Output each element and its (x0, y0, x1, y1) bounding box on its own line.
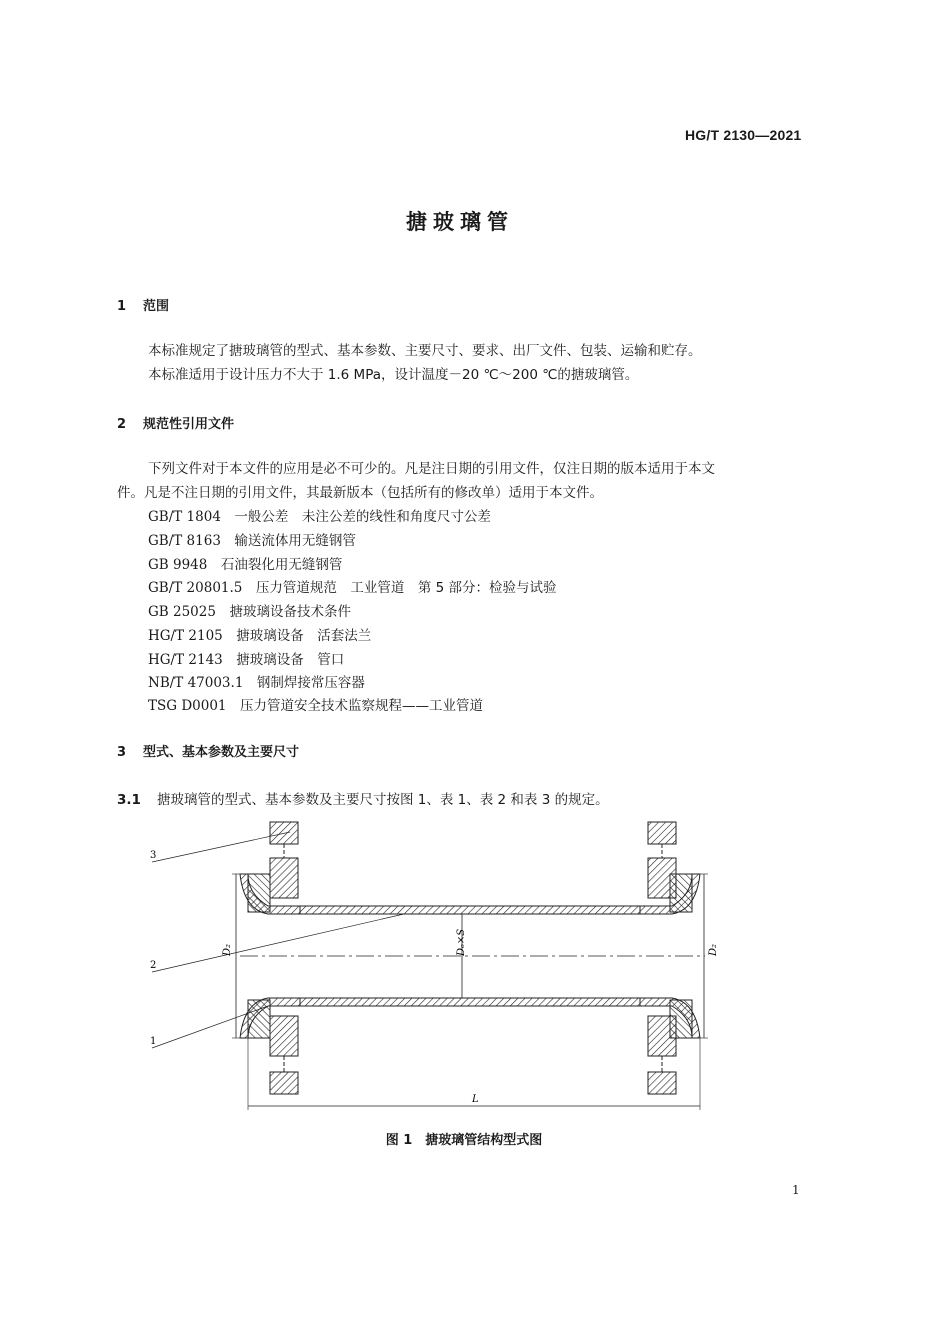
reference-item (148, 529, 356, 549)
callout-2 (150, 914, 404, 972)
reference-code: GB/T 20801.5 (148, 580, 243, 596)
page-number: 1 (792, 1183, 800, 1197)
dimension-d2-right (692, 874, 719, 1038)
callout-label: 1 (150, 1036, 157, 1047)
pipe-wall-bottom (240, 998, 700, 1038)
figure-glass-lined-pipe (140, 810, 740, 1125)
paragraph: 件。凡是不注日期的引用文件，其最新版本（包括所有的修改单）适用于本文件。 (117, 485, 603, 501)
reference-title: 钢制焊接常压容器 (256, 675, 365, 691)
section-number: 1 (117, 299, 127, 314)
figure-caption-number: 图 1 (385, 1133, 413, 1148)
reference-title: 搪玻璃设备 管口 (236, 652, 345, 668)
section-title: 规范性引用文件 (143, 417, 235, 432)
dimension-label-length: L (472, 1094, 479, 1105)
callout-label: 3 (150, 850, 157, 861)
pipe-wall-top (240, 854, 700, 914)
reference-item (148, 505, 491, 525)
dimension-do-s (456, 914, 467, 998)
figure-caption (0, 1129, 928, 1148)
section-title: 范围 (143, 299, 170, 314)
dimension-label-d2-right: D₂ (708, 943, 719, 956)
reference-title: 石油裂化用无缝钢管 (220, 557, 343, 573)
subsection-number: 3.1 (117, 792, 141, 808)
dimension-length (248, 1038, 700, 1110)
reference-code: GB 9948 (148, 557, 208, 573)
reference-code: TSG D0001 (148, 698, 227, 714)
dimension-label-do-s: Dₒ×S (456, 928, 467, 956)
reference-code: HG/T 2143 (148, 652, 223, 668)
loose-flange-right (648, 822, 676, 1094)
dimension-label-d2-left: D₂ (222, 943, 233, 956)
reference-title: 搪玻璃设备 活套法兰 (236, 628, 372, 644)
subsection-3-1 (117, 788, 609, 808)
loose-flange-left (270, 822, 298, 1094)
reference-item (148, 576, 557, 596)
section-number: 2 (117, 417, 127, 432)
paragraph: 下列文件对于本文件的应用是必不可少的。凡是注日期的引用文件，仅注日期的版本适用于本文 (148, 461, 715, 477)
section-1-heading (117, 295, 169, 314)
reference-title: 压力管道规范 工业管道 第 5 部分：检验与试验 (255, 580, 557, 596)
reference-item (148, 553, 342, 573)
reference-item (148, 694, 483, 714)
callout-3 (150, 832, 290, 862)
reference-title: 搪玻璃设备技术条件 (229, 604, 351, 620)
subsection-text: 搪玻璃管的型式、基本参数及主要尺寸按图 1、表 1、表 2 和表 3 的规定。 (157, 792, 609, 808)
section-3-heading (117, 741, 299, 760)
paragraph: 本标准适用于设计压力不大于 1.6 MPa，设计温度－20 ℃～200 ℃的搪玻璃管。 (148, 367, 639, 383)
reference-code: GB/T 8163 (148, 533, 221, 549)
reference-title: 输送流体用无缝钢管 (234, 533, 356, 549)
reference-title: 压力管道安全技术监察规程——工业管道 (240, 698, 484, 714)
callout-label: 2 (150, 960, 157, 971)
reference-title: 一般公差 未注公差的线性和角度尺寸公差 (234, 509, 491, 525)
document-title: 搪玻璃管 (406, 210, 514, 234)
reference-code: NB/T 47003.1 (148, 675, 244, 691)
reference-code: GB/T 1804 (148, 509, 221, 525)
reference-item (148, 648, 344, 668)
reference-item (148, 624, 371, 644)
reference-item (148, 600, 351, 620)
section-number: 3 (117, 745, 127, 760)
section-title: 型式、基本参数及主要尺寸 (143, 745, 300, 760)
figure-caption-text: 搪玻璃管结构型式图 (425, 1133, 543, 1148)
reference-item (148, 671, 365, 691)
section-2-heading (117, 413, 234, 432)
reference-code: GB 25025 (148, 604, 216, 620)
reference-code: HG/T 2105 (148, 628, 223, 644)
paragraph: 本标准规定了搪玻璃管的型式、基本参数、主要尺寸、要求、出厂文件、包装、运输和贮存。 (148, 343, 702, 359)
standard-code: HG/T 2130—2021 (685, 127, 802, 143)
